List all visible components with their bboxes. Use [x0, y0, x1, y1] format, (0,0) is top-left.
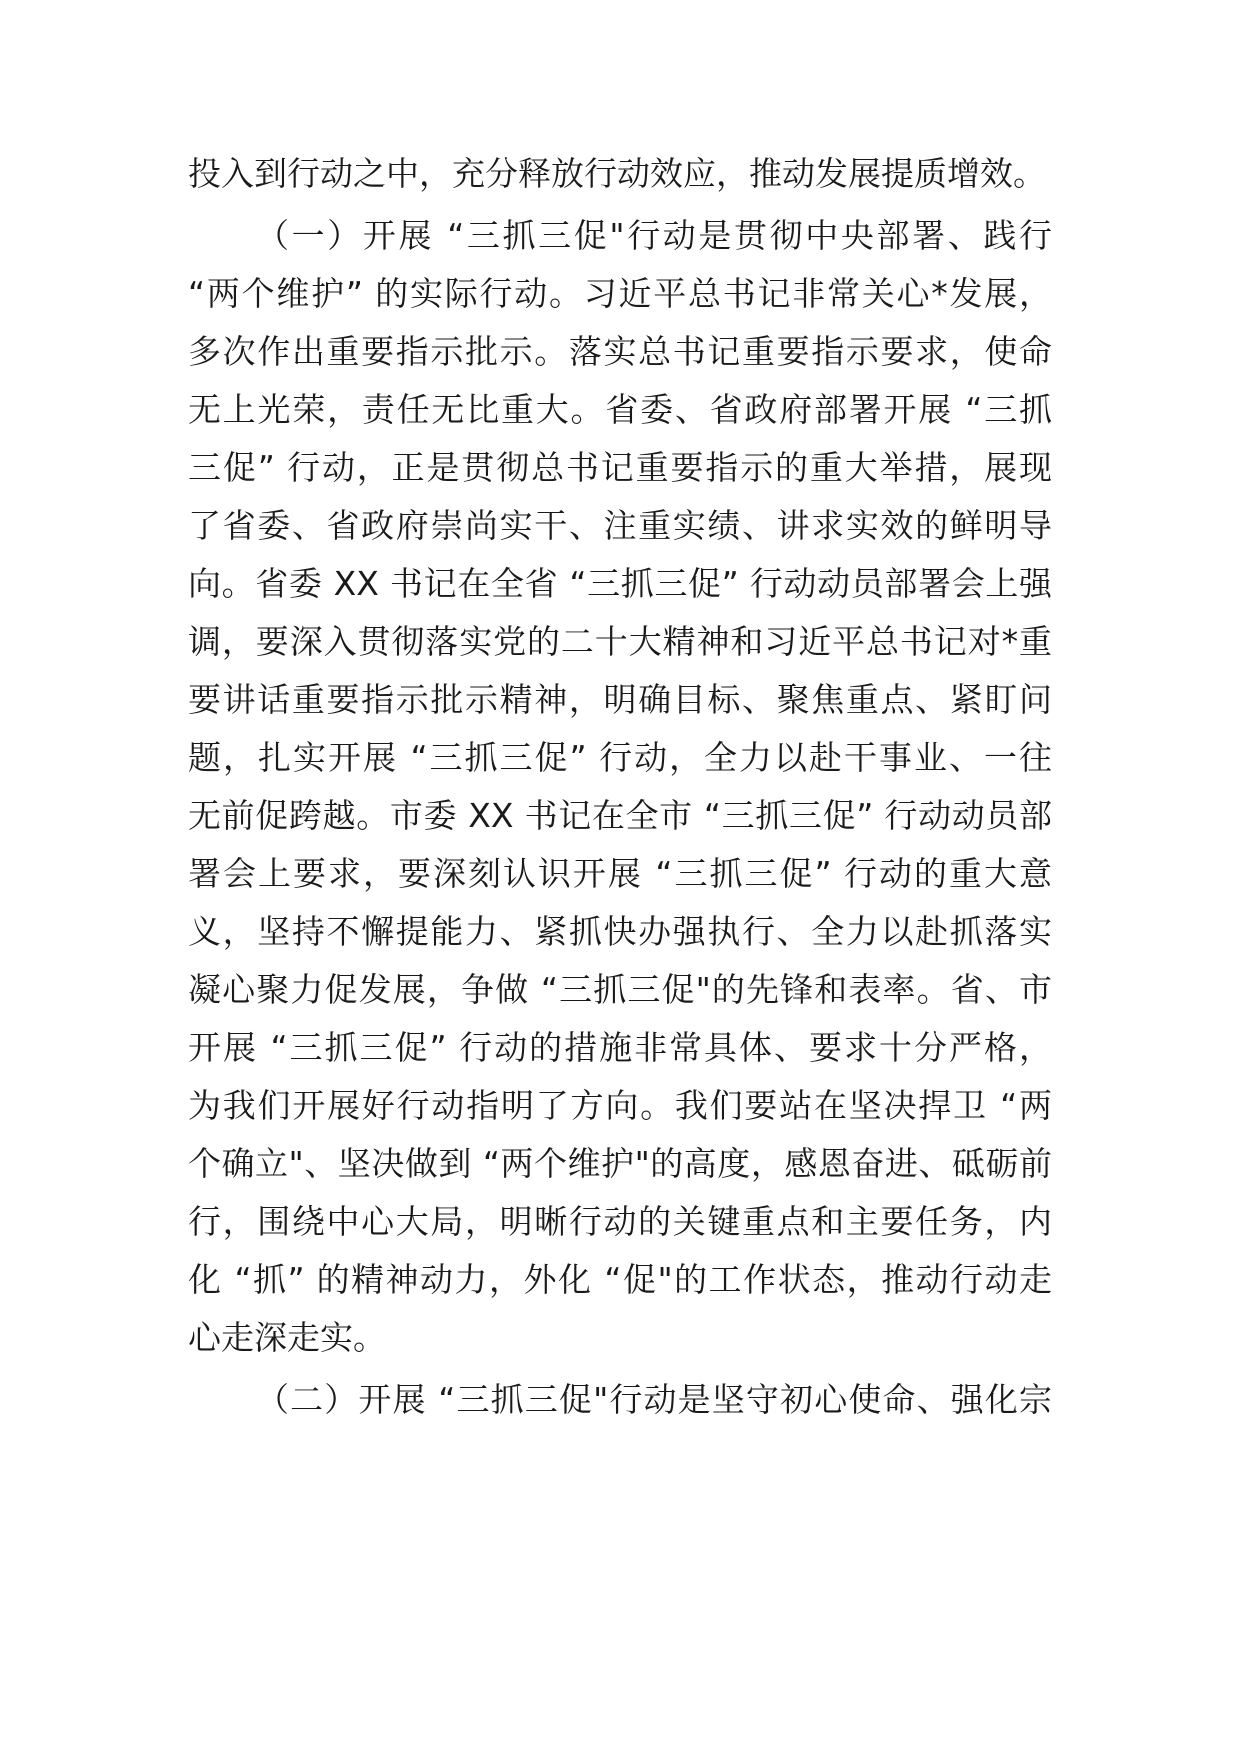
paragraph-line: 要讲话重要指示批示精神，明确目标、聚焦重点、紧盯问: [188, 680, 1052, 719]
paragraph-line: 个确立"、坚决做到 “两个维护"的高度，感恩奋进、砥砺前: [188, 1144, 1052, 1183]
paragraph-line: 心走深走实。: [188, 1318, 386, 1357]
paragraph-line: 多次作出重要指示批示。落实总书记重要指示要求，使命: [188, 332, 1052, 371]
paragraph-line: 行，围绕中心大局，明晰行动的关键重点和主要任务，内: [188, 1202, 1052, 1241]
paragraph-line: 化 “抓” 的精神动力，外化 “促"的工作状态，推动行动走: [188, 1260, 1052, 1299]
paragraph-line: 投入到行动之中，充分释放行动效应，推动发展提质增效。: [188, 154, 1046, 193]
paragraph-line: 署会上要求，要深刻认识开展 “三抓三促” 行动的重大意: [188, 854, 1052, 893]
paragraph-line: 向。省委 XX 书记在全省 “三抓三促” 行动动员部署会上强: [188, 564, 1052, 603]
paragraph-line: 开展 “三抓三促” 行动的措施非常具体、要求十分严格，: [188, 1028, 1052, 1067]
paragraph-line: 三促” 行动，正是贯彻总书记重要指示的重大举措，展现: [188, 448, 1052, 487]
paragraph-line: 义，坚持不懈提能力、紧抓快办强执行、全力以赴抓落实: [188, 912, 1052, 951]
paragraph-line: 无前促跨越。市委 XX 书记在全市 “三抓三促” 行动动员部: [188, 796, 1052, 835]
paragraph-line: 题，扎实开展 “三抓三促” 行动，全力以赴干事业、一往: [188, 738, 1052, 777]
paragraph-line: 凝心聚力促发展，争做 “三抓三促"的先锋和表率。省、市: [188, 970, 1052, 1009]
paragraph-line: 为我们开展好行动指明了方向。我们要站在坚决捍卫 “两: [188, 1086, 1052, 1125]
paragraph-line: 调，要深入贯彻落实党的二十大精神和习近平总书记对*重: [188, 622, 1052, 661]
paragraph-line: 无上光荣，责任无比重大。省委、省政府部署开展 “三抓: [188, 390, 1052, 429]
paragraph-line: 了省委、省政府崇尚实干、注重实绩、讲求实效的鲜明导: [188, 506, 1052, 545]
paragraph-line: “两个维护” 的实际行动。习近平总书记非常关心*发展，: [188, 274, 1052, 313]
paragraph-line: （一）开展 “三抓三促"行动是贯彻中央部署、践行: [256, 216, 1052, 255]
paragraph-line: （二）开展 “三抓三促"行动是坚守初心使命、强化宗: [256, 1380, 1052, 1419]
